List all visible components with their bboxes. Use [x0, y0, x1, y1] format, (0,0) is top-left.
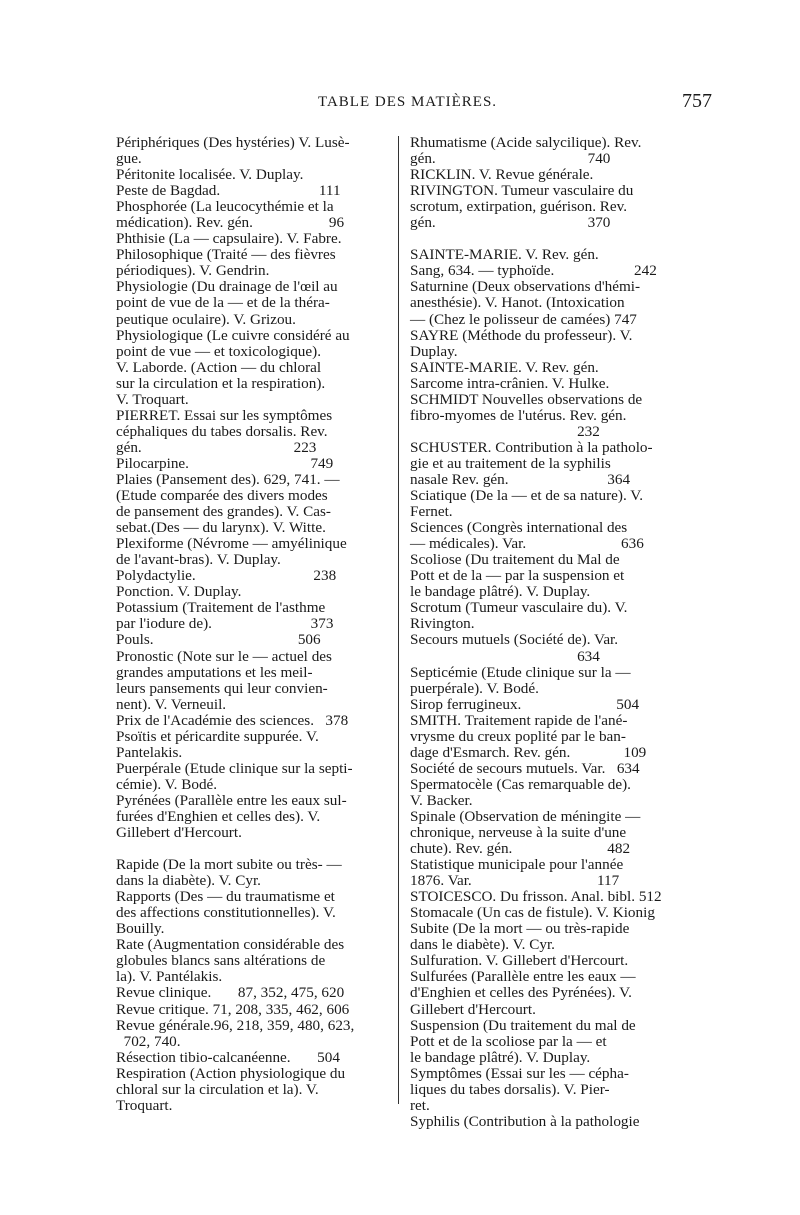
index-line: SAINTE-MARIE. V. Rev. gén.: [410, 358, 599, 376]
index-line: Polydactylie. 238: [116, 567, 337, 585]
index-line: STOICESCO. Du frisson. Anal. bibl. 512: [410, 888, 662, 906]
index-line: 232: [410, 422, 600, 440]
index-line: nent). V. Verneuil.: [116, 695, 227, 713]
index-line: Résection tibio-calcanéenne. 504: [116, 1048, 340, 1066]
index-line: Bouilly.: [116, 920, 165, 938]
index-line: Physiologie (Du drainage de l'œil au: [116, 278, 338, 296]
index-line: Rivington.: [410, 615, 475, 633]
right-index-column: [410, 135, 686, 1130]
index-line: Puerpérale (Etude clinique sur la septi-: [116, 759, 353, 777]
index-line: gie et au traitement de la syphilis: [410, 454, 611, 472]
index-line: Rate (Augmentation considérable des: [116, 936, 345, 954]
index-line: V. Laborde. (Action — du chloral: [116, 358, 322, 376]
page-header: [0, 92, 800, 116]
index-line: SAINTE-MARIE. V. Rev. gén.: [410, 246, 599, 264]
index-line: Société de secours mutuels. Var. 634: [410, 759, 640, 777]
index-line: Péritonite localisée. V. Duplay.: [116, 166, 304, 184]
index-line: Pantelakis.: [116, 743, 183, 761]
page-number: 757: [682, 90, 712, 112]
index-line: nasale Rev. gén. 364: [410, 470, 631, 488]
index-line: Sirop ferrugineux. 504: [410, 695, 640, 713]
index-line: Spermatocèle (Cas remarquable de).: [410, 775, 631, 793]
index-line: Suspension (Du traitement du mal de: [410, 1016, 636, 1034]
index-line: Subite (De la mort — ou très-rapide: [410, 920, 630, 938]
index-line: ret.: [410, 1096, 430, 1114]
index-line: Prix de l'Académie des sciences. 378: [116, 711, 349, 729]
index-line: Sang, 634. — typhoïde. 242: [410, 262, 657, 280]
index-line: Saturnine (Deux observations d'hémi-: [410, 278, 641, 296]
index-line: Sulfuration. V. Gillebert d'Hercourt.: [410, 952, 629, 970]
index-line: gén. 370: [410, 214, 611, 232]
index-line: fibro-myomes de l'utérus. Rev. gén.: [410, 406, 627, 424]
index-line: Rhumatisme (Acide salycilique). Rev.: [410, 134, 642, 151]
index-line: Sciatique (De la — et de sa nature). V.: [410, 487, 644, 505]
index-line: — (Chez le polisseur de camées) 747: [410, 310, 637, 328]
index-line: SAYRE (Méthode du professeur). V.: [410, 326, 633, 344]
index-line: de l'avant-bras). V. Duplay.: [116, 551, 281, 569]
blank-line: [116, 841, 386, 857]
index-line: anesthésie). V. Hanot. (Intoxication: [410, 294, 625, 312]
index-line: V. Troquart.: [116, 390, 189, 408]
index-line: RICKLIN. V. Revue générale.: [410, 166, 594, 184]
index-line: Troquart.: [116, 1096, 173, 1114]
index-line: chute). Rev. gén. 482: [410, 840, 631, 858]
index-line: Ponction. V. Duplay.: [116, 583, 242, 601]
index-line: le bandage plâtré). V. Duplay.: [410, 583, 591, 601]
index-line: — médicales). Var. 636: [410, 535, 644, 553]
index-line: SMITH. Traitement rapide de l'ané-: [410, 711, 628, 729]
index-line: Syphilis (Contribution à la pathologie: [410, 1112, 640, 1130]
index-line: V. Backer.: [410, 791, 473, 809]
index-line: de pansement des grandes). V. Cas-: [116, 503, 331, 521]
index-line: Respiration (Action physiologique du: [116, 1064, 346, 1082]
index-line: Stomacale (Un cas de fistule). V. Kionig: [410, 904, 655, 922]
index-line: Rapports (Des — du traumatisme et: [116, 888, 335, 906]
index-line: globules blancs sans altérations de: [116, 952, 326, 970]
index-line: Pronostic (Note sur le — actuel des: [116, 647, 332, 665]
index-line: Septicémie (Etude clinique sur la —: [410, 663, 631, 681]
index-line: Sarcome intra-crânien. V. Hulke.: [410, 374, 610, 392]
index-line: Revue critique. 71, 208, 335, 462, 606: [116, 1000, 350, 1018]
index-line: gue.: [116, 150, 142, 168]
index-line: Duplay.: [410, 342, 458, 360]
index-line: chronique, nerveuse à la suite d'une: [410, 824, 627, 842]
index-line: 634: [410, 647, 600, 665]
index-line: des affections constitutionnelles). V.: [116, 904, 336, 922]
index-line: chloral sur la circulation et la). V.: [116, 1080, 319, 1098]
index-line: Symptômes (Essai sur les — cépha-: [410, 1064, 629, 1082]
index-line: RIVINGTON. Tumeur vasculaire du: [410, 182, 634, 200]
index-line: céphaliques du tabes dorsalis. Rev.: [116, 422, 328, 440]
index-line: liques du tabes dorsalis). V. Pier-: [410, 1080, 610, 1098]
index-line: Pilocarpine. 749: [116, 454, 334, 472]
index-line: Revue générale.96, 218, 359, 480, 623,: [116, 1016, 355, 1034]
index-line: sebat.(Des — du larynx). V. Witte.: [116, 519, 326, 537]
index-line: point de vue de la — et de la théra-: [116, 294, 330, 312]
index-line: SCHUSTER. Contribution à la patholo-: [410, 438, 653, 456]
index-line: cémie). V. Bodé.: [116, 775, 218, 793]
index-line: grandes amputations et les meil-: [116, 663, 313, 681]
index-line: dage d'Esmarch. Rev. gén. 109: [410, 743, 647, 761]
index-line: point de vue — et toxicologique).: [116, 342, 321, 360]
index-line: Scrotum (Tumeur vasculaire du). V.: [410, 599, 628, 617]
index-line: dans la diabète). V. Cyr.: [116, 872, 261, 890]
blank-line: [410, 231, 686, 247]
index-line: Secours mutuels (Société de). Var.: [410, 631, 619, 649]
index-line: Statistique municipale pour l'année: [410, 856, 624, 874]
index-line: Plexiforme (Névrome — amyélinique: [116, 535, 347, 553]
index-line: Rapide (De la mort subite ou très- —: [116, 856, 342, 874]
index-line: Pouls. 506: [116, 631, 321, 649]
index-line: Potassium (Traitement de l'asthme: [116, 599, 326, 617]
running-title: TABLE DES MATIÈRES.: [318, 94, 498, 110]
index-line: 702, 740.: [116, 1032, 181, 1050]
index-line: Périphériques (Des hystéries) V. Lusè-: [116, 134, 350, 151]
index-line: Gillebert d'Hercourt.: [116, 824, 242, 842]
index-line: Pyrénées (Parallèle entre les eaux sul-: [116, 791, 347, 809]
index-line: Physiologique (Le cuivre considéré au: [116, 326, 350, 344]
index-line: vrysme du creux poplité par le ban-: [410, 727, 626, 745]
index-line: Scoliose (Du traitement du Mal de: [410, 551, 620, 569]
left-index-column: [116, 135, 386, 1114]
index-line: Phthisie (La — capsulaire). V. Fabre.: [116, 230, 342, 248]
index-line: Sulfurées (Parallèle entre les eaux —: [410, 968, 636, 986]
index-line: gén. 223: [116, 438, 317, 456]
index-line: (Etude comparée des divers modes: [116, 487, 328, 505]
index-line: sur la circulation et la respiration).: [116, 374, 326, 392]
index-line: Spinale (Observation de méningite —: [410, 807, 641, 825]
index-line: gén. 740: [410, 150, 611, 168]
index-line: Psoïtis et péricardite suppurée. V.: [116, 727, 319, 745]
index-line: Gillebert d'Hercourt.: [410, 1000, 536, 1018]
index-line: SCHMIDT Nouvelles observations de: [410, 390, 643, 408]
index-line: périodiques). V. Gendrin.: [116, 262, 270, 280]
index-line: Plaies (Pansement des). 629, 741. —: [116, 470, 340, 488]
index-line: puerpérale). V. Bodé.: [410, 679, 539, 697]
index-line: Pott et de la scoliose par la — et: [410, 1032, 607, 1050]
index-line: Philosophique (Traité — des fièvres: [116, 246, 336, 264]
index-line: Peste de Bagdad. 111: [116, 182, 341, 200]
index-line: dans le diabète). V. Cyr.: [410, 936, 555, 954]
index-line: peutique oculaire). V. Grizou.: [116, 310, 296, 328]
index-line: leurs pansements qui leur convien-: [116, 679, 328, 697]
column-divider: [398, 136, 399, 1104]
index-line: médication). Rev. gén. 96: [116, 214, 345, 232]
index-line: la). V. Pantélakis.: [116, 968, 223, 986]
index-line: Phosphorée (La leucocythémie et la: [116, 198, 334, 216]
index-line: Pott et de la — par la suspension et: [410, 567, 625, 585]
index-line: PIERRET. Essai sur les symptômes: [116, 406, 333, 424]
index-line: d'Enghien et celles des Pyrénées). V.: [410, 984, 632, 1002]
index-line: furées d'Enghien et celles des). V.: [116, 807, 321, 825]
index-line: 1876. Var. 117: [410, 872, 620, 890]
index-line: Fernet.: [410, 503, 453, 521]
index-line: le bandage plâtré). V. Duplay.: [410, 1048, 591, 1066]
index-line: Sciences (Congrès international des: [410, 519, 628, 537]
index-line: Revue clinique. 87, 352, 475, 620: [116, 984, 345, 1002]
index-line: scrotum, extirpation, guérison. Rev.: [410, 198, 628, 216]
index-line: par l'iodure de). 373: [116, 615, 334, 633]
